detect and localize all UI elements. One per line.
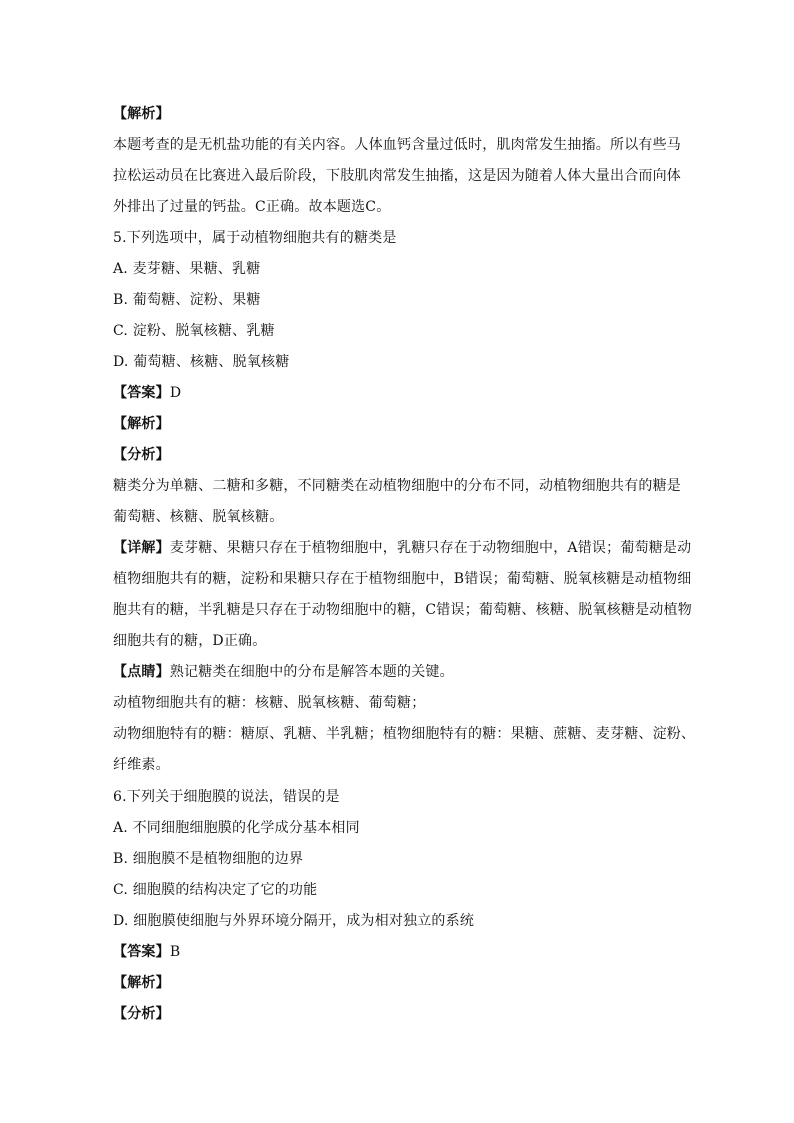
detail-line: 植物细胞共有的糖，淀粉和果糖只存在于植物细胞中，B错误；葡萄糖、脱氧核糖是动植物细 [113, 571, 692, 587]
explanation-line: 本题考查的是无机盐功能的有关内容。人体血钙含量过低时，肌肉常发生抽搐。所以有些马 [113, 137, 681, 153]
fenxi-line: 葡萄糖、核糖、脱氧核糖。 [113, 509, 284, 525]
extra-line: 动物细胞特有的糖：糖原、乳糖、半乳糖；植物细胞特有的糖：果糖、蔗糖、麦芽糖、淀粉、 [113, 726, 696, 742]
question-6-option-c: C. 细胞膜的结构决定了它的功能 [113, 882, 318, 898]
dianjing-line [113, 663, 713, 681]
fenxi-heading: 【分析】 [113, 1006, 170, 1022]
detail-line: 麦芽糖、果糖只存在于植物细胞中，乳糖只存在于动物细胞中，A错误；葡萄糖是动 [169, 540, 692, 556]
question-5-option-c: C. 淀粉、脱氧核糖、乳糖 [113, 323, 275, 339]
analysis-heading: 【解析】 [113, 975, 170, 991]
dianjing-label: 【点睛】 [113, 664, 170, 680]
explanation-line: 拉松运动员在比赛进入最后阶段，下肢肌肉常发生抽搐，这是因为随着人体大量出合而向体 [113, 168, 681, 184]
analysis-heading: 【解析】 [113, 416, 170, 432]
extra-line: 纤维素。 [113, 757, 170, 773]
detail-line: 胞共有的糖，半乳糖是只存在于动物细胞中的糖，C错误；葡萄糖、核糖、脱氧核糖是动植物 [113, 602, 692, 618]
answer-label: 【答案】 [113, 385, 170, 401]
question-5-option-b: B. 葡萄糖、淀粉、果糖 [113, 292, 261, 308]
answer-label: 【答案】 [113, 944, 170, 960]
fenxi-heading: 【分析】 [113, 447, 170, 463]
question-6-option-b: B. 细胞膜不是植物细胞的边界 [113, 851, 304, 867]
extra-line: 动植物细胞共有的糖：核糖、脱氧核糖、葡萄糖； [113, 695, 426, 711]
answer-value: B [169, 944, 181, 960]
fenxi-line: 糖类分为单糖、二糖和多糖，不同糖类在动植物细胞中的分布不同，动植物细胞共有的糖是 [113, 478, 681, 494]
detail-line: 细胞共有的糖，D正确。 [113, 633, 267, 649]
question-5-option-d: D. 葡萄糖、核糖、脱氧核糖 [113, 354, 290, 370]
detail-paragraph-first-line [113, 539, 713, 557]
explanation-line: 外排出了过量的钙盐。C正确。故本题选C。 [113, 199, 391, 215]
question-6-option-a: A. 不同细胞细胞膜的化学成分基本相同 [113, 820, 360, 836]
dianjing-text: 熟记糖类在细胞中的分布是解答本题的关键。 [169, 664, 454, 680]
detail-label: 【详解】 [113, 540, 170, 556]
question-5-answer [113, 384, 713, 402]
question-6-answer [113, 943, 713, 961]
question-5-stem: 5.下列选项中，属于动植物细胞共有的糖类是 [113, 230, 397, 246]
answer-value: D [169, 385, 182, 401]
question-6-option-d: D. 细胞膜使细胞与外界环境分隔开，成为相对独立的系统 [113, 913, 475, 929]
analysis-heading: 【解析】 [113, 106, 170, 122]
question-5-option-a: A. 麦芽糖、果糖、乳糖 [113, 261, 261, 277]
question-6-stem: 6.下列关于细胞膜的说法，错误的是 [113, 789, 340, 805]
